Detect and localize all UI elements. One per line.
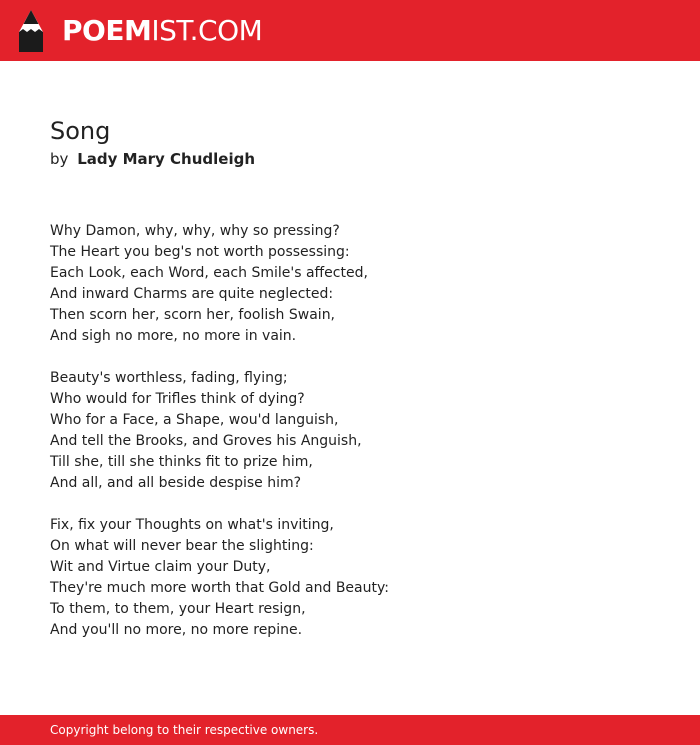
- poem-line: Wit and Virtue claim your Duty,: [50, 559, 271, 575]
- poem-line: And sigh no more, no more in vain.: [50, 328, 297, 344]
- poem-line: The Heart you beg's not worth possessing:: [50, 244, 350, 260]
- site-logo-text: [62, 10, 262, 52]
- poem-stanza-2: [50, 368, 650, 494]
- poem-line: On what will never bear the slighting:: [50, 538, 314, 554]
- poem-line: And all, and all beside despise him?: [50, 475, 302, 491]
- poem-line: Each Look, each Word, each Smile's affected,: [50, 265, 368, 281]
- poem-line: Who for a Face, a Shape, wou'd languish,: [50, 412, 339, 428]
- poem-line: And inward Charms are quite neglected:: [50, 286, 334, 302]
- poem-stanza-1: [50, 221, 650, 347]
- poem-line: They're much more worth that Gold and Beauty:: [50, 580, 389, 596]
- poem-body: [50, 221, 650, 641]
- poem-content: [50, 115, 650, 662]
- by-label: by: [50, 150, 69, 168]
- poem-title: Song: [50, 117, 111, 145]
- poem-byline: [50, 147, 650, 171]
- poem-line: Then scorn her, scorn her, foolish Swain,: [50, 307, 336, 323]
- poem-line: And you'll no more, no more repine.: [50, 622, 303, 638]
- logo-text-bold: POEM: [62, 14, 152, 47]
- poem-line: Why Damon, why, why, why so pressing?: [50, 223, 340, 239]
- site-logo-link[interactable]: [18, 10, 262, 52]
- site-header: [0, 0, 700, 61]
- poem-line: And tell the Brooks, and Groves his Anguish,: [50, 433, 362, 449]
- pencil-tip-icon: [18, 10, 44, 52]
- copyright-text: Copyright belong to their respective owners.: [50, 723, 319, 737]
- poem-line: Till she, till she thinks fit to prize him,: [50, 454, 313, 470]
- logo-text-thin: IST.COM: [151, 14, 263, 47]
- poem-line: Fix, fix your Thoughts on what's inviting,: [50, 517, 334, 533]
- site-footer: [0, 715, 700, 745]
- poem-stanza-3: [50, 515, 650, 641]
- poem-line: To them, to them, your Heart resign,: [50, 601, 306, 617]
- poem-author: Lady Mary Chudleigh: [77, 150, 256, 168]
- poem-line: Who would for Trifles think of dying?: [50, 391, 305, 407]
- poem-line: Beauty's worthless, fading, flying;: [50, 370, 288, 386]
